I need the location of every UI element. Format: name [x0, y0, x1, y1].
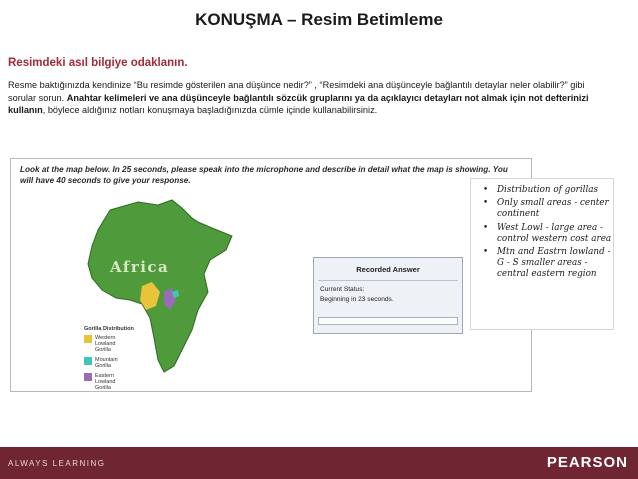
exercise-instruction: Look at the map below. In 25 seconds, please speak into the microphone and describe in detail what the map is showing. You will have 40 seconds to give your response.	[20, 165, 508, 185]
legend-swatch-eastern	[84, 373, 92, 381]
instruction-paragraph	[8, 79, 600, 117]
divider	[318, 280, 458, 281]
notes-box	[470, 178, 614, 330]
legend-swatch-western	[84, 335, 92, 343]
slide-title: KONUŞMA – Resim Betimleme	[195, 10, 443, 29]
legend-swatch-mountain	[84, 357, 92, 365]
note-item: • Only small areas - center continent	[483, 198, 609, 220]
recording-progress-bar	[318, 317, 458, 325]
legend-item: Mountain Gorilla	[84, 357, 134, 369]
para-text-2: , böylece aldığınız notları konuşmaya başladığınızda cümle içinde kullanabilirsiniz.	[42, 105, 378, 116]
slide-subtitle: Resimdeki asıl bilgiye odaklanın.	[8, 57, 188, 69]
map-label: Africa	[110, 258, 170, 276]
legend-item: Eastern Lowland Gorilla	[84, 373, 134, 391]
footer-tagline: ALWAYS LEARNING	[8, 459, 106, 468]
note-item: • Distribution of gorillas	[483, 185, 599, 195]
status-value: Beginning in 23 seconds.	[320, 296, 394, 303]
pearson-logo: PEARSON	[546, 454, 628, 471]
map-legend	[84, 326, 134, 395]
note-item: • Mtn and Eastrn lowland - G - S smaller areas - central eastern region	[483, 247, 611, 280]
para-text-1: Resme baktığınızda kendinize “Bu resimde gösterilen ana düşünce nedir?” , “Resimdeki ana düşünceyle bağlantılı detaylar neler olabilir?” gibi sorular sorun.	[8, 80, 585, 103]
note-item: • West Lowl - large area - control western cost area	[483, 222, 612, 244]
recorded-answer-header: Recorded Answer	[356, 265, 420, 274]
status-label: Current Status:	[320, 286, 365, 293]
footer-bar	[0, 447, 638, 479]
para-bold-text: Anahtar kelimeleri ve ana düşünceyle bağlantılı sözcük gruplarını ya da açıklayıcı detayları not almak için not defterinizi kullanın	[8, 92, 589, 116]
legend-title: Gorilla Distribution	[84, 326, 134, 332]
recorded-answer-panel	[313, 257, 463, 334]
legend-item: Western Lowland Gorilla	[84, 335, 134, 353]
